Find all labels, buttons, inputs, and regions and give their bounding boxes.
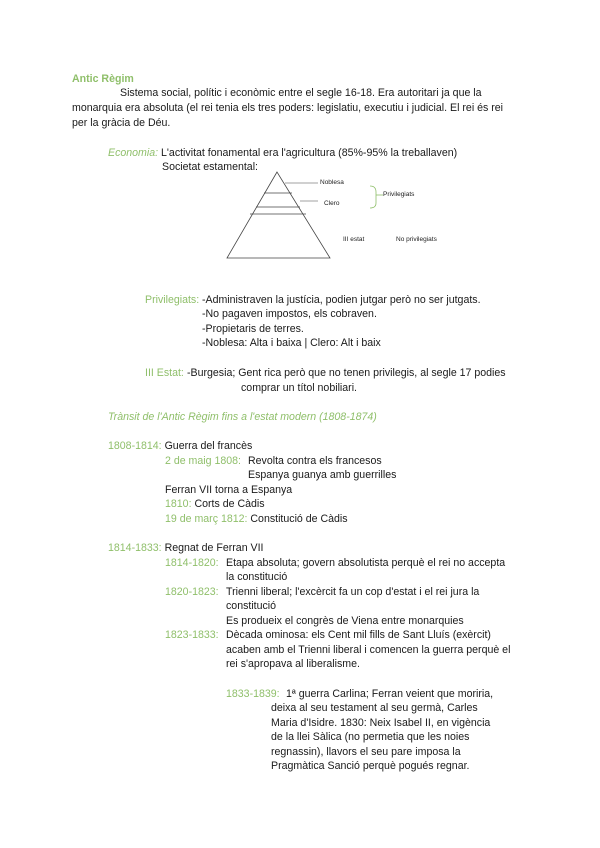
privilegiats-label: Privilegiats: bbox=[145, 294, 200, 306]
period1-e2: Ferran VII torna a Espanya bbox=[165, 484, 293, 496]
page-title: Antic Règim bbox=[72, 73, 134, 85]
period2-heading bbox=[108, 541, 264, 556]
period2-title: Regnat de Ferran VII bbox=[164, 542, 264, 554]
period1-heading bbox=[108, 439, 252, 454]
period2-e2-line3: Es produeix el congrès de Viena entre monarquies bbox=[226, 615, 464, 627]
privilegiats-line-2: -No pagaven impostos, els cobraven. bbox=[202, 308, 377, 320]
period2-e3-date: 1823-1833: bbox=[165, 629, 219, 641]
period1-date: 1808-1814: bbox=[108, 440, 162, 452]
period1-e1-date: 2 de maig 1808: bbox=[165, 455, 241, 467]
privilegiats-brace bbox=[370, 186, 376, 208]
pyramid-label-privilegiats: Privilegiats bbox=[383, 191, 415, 198]
period2-e4-line5: regnassin), llavors el seu pare imposa la bbox=[271, 746, 461, 758]
period2-e1-date: 1814-1820: bbox=[165, 557, 219, 569]
privilegiats-line-4: -Noblesa: Alta i baixa | Clero: Alt i baix bbox=[202, 337, 381, 349]
period1-e3 bbox=[165, 497, 265, 512]
economia-label: Economia: bbox=[108, 147, 159, 159]
societat-label: Societat estamental: bbox=[162, 161, 258, 173]
iii-estat-label: III Estat: bbox=[145, 367, 184, 379]
pyramid-label-noblesa: Noblesa bbox=[320, 179, 344, 186]
period2-e4-line1: 1ª guerra Carlina; Ferran veient que moriria, bbox=[286, 688, 494, 700]
period1-e3-date: 1810: bbox=[165, 498, 192, 510]
period2-e4-date: 1833-1839: bbox=[226, 688, 280, 700]
period2-e2-line1: Trienni liberal; l'excèrcit fa un cop d'estat i el rei jura la bbox=[226, 586, 480, 598]
pyramid-diagram bbox=[220, 170, 480, 270]
pyramid-label-iii-estat: III estat bbox=[343, 236, 365, 243]
period1-e3-text: Corts de Càdis bbox=[194, 498, 265, 510]
period1-title: Guerra del francès bbox=[164, 440, 253, 452]
period2-date: 1814-1833: bbox=[108, 542, 162, 554]
economia-text: L'activitat fonamental era l'agricultura (85%-95% la treballaven) bbox=[161, 147, 458, 159]
period2-e4-line3: Maria d'Isidre. 1830: Neix Isabel II, en vigència bbox=[271, 717, 491, 729]
pyramid-label-no-privilegiats: No privilegiats bbox=[396, 236, 437, 243]
intro-line-3: per la gràcia de Déu. bbox=[72, 117, 171, 129]
privilegiats-line-1: -Administraven la justícia, podien jutgar però no ser jutgats. bbox=[202, 294, 481, 306]
period1-e4-date: 19 de març 1812: bbox=[165, 513, 248, 525]
period2-e4-line4: de la llei Sàlica (no permetia que les noies bbox=[271, 731, 470, 743]
intro-line-2: monarquia era absoluta (el rei tenia els tres poders: legislatiu, executiu i judicial. El rei és rei bbox=[72, 102, 504, 114]
period2-e4-line6: Pragmàtica Sanció perquè pogués regnar. bbox=[271, 760, 470, 772]
period2-e3-line2: acaben amb el Trienni liberal i comencen la guerra perquè el bbox=[226, 644, 511, 656]
period2-e4-line2: deixa al seu testament al seu germà, Carles bbox=[271, 702, 478, 714]
period1-e1-line2: Espanya guanya amb guerrilles bbox=[248, 469, 397, 481]
period2-e3-line1: Dècada ominosa: els Cent mil fills de Sant Lluís (exèrcit) bbox=[226, 629, 491, 641]
iii-estat-line-1: -Burgesia; Gent rica però que no tenen privilegis, al segle 17 podies bbox=[187, 367, 506, 379]
privilegiats-line-3: -Propietaris de terres. bbox=[202, 323, 304, 335]
period2-e2-date: 1820-1823: bbox=[165, 586, 219, 598]
period2-e1-line2: la constitució bbox=[226, 571, 288, 583]
period1-e4-text: Constitució de Càdis bbox=[250, 513, 348, 525]
intro-line-1: Sistema social, polític i econòmic entre el segle 16-18. Era autoritari ja que la bbox=[120, 87, 482, 99]
pyramid-label-clero: Clero bbox=[324, 200, 340, 207]
period2-e1-line1: Etapa absoluta; govern absolutista perquè el rei no accepta bbox=[226, 557, 506, 569]
period2-e2-line2: constitució bbox=[226, 600, 277, 612]
iii-estat-line-2: comprar un títol nobiliari. bbox=[241, 382, 357, 394]
period2-e3-line3: rei s'apropava al liberalisme. bbox=[226, 658, 360, 670]
period1-e1-line1: Revolta contra els francesos bbox=[248, 455, 382, 467]
period1-e4 bbox=[165, 512, 348, 527]
pyramid-outline bbox=[227, 172, 330, 258]
economia-line bbox=[108, 146, 457, 161]
transit-heading: Trànsit de l'Antic Règim fins a l'estat modern (1808-1874) bbox=[108, 411, 377, 423]
